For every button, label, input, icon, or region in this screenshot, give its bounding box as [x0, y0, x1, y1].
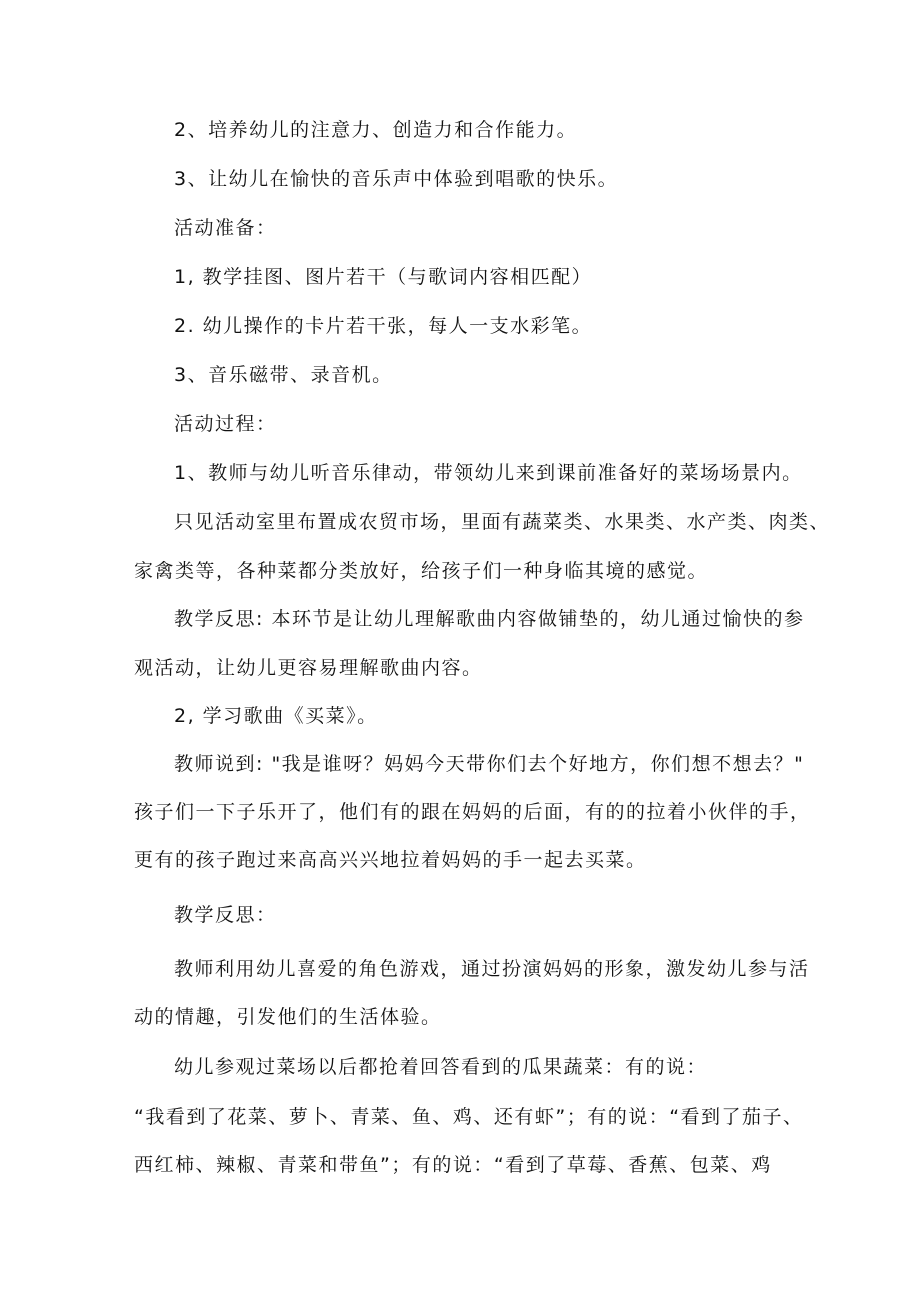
paragraph-line: 教师说到: "我是谁呀？妈妈今天带你们去个好地方，你们想不想去？" — [174, 753, 805, 775]
section-heading-process: 活动过程： — [174, 413, 277, 435]
reflection-line: 教师利用幼儿喜爱的角色游戏，通过扮演妈妈的形象，激发幼儿参与活 — [174, 958, 810, 980]
reflection-line: 观活动，让幼儿更容易理解歌曲内容。 — [134, 657, 483, 679]
reflection-line: 动的情趣，引发他们的生活体验。 — [134, 1006, 442, 1028]
reflection-heading: 教学反思： — [174, 904, 277, 926]
process-step-2: 2, 学习歌曲《买菜》。 — [174, 705, 378, 727]
preparation-item-3: 3、音乐磁带、录音机。 — [174, 364, 393, 386]
paragraph-line: 只见活动室里布置成农贸市场，里面有蔬菜类、水果类、水产类、肉类、 — [174, 511, 831, 533]
preparation-item-2: 2. 幼儿操作的卡片若干张，每人一支水彩笔。 — [174, 315, 593, 337]
objective-3: 3、让幼儿在愉快的音乐声中体验到唱歌的快乐。 — [174, 168, 619, 190]
paragraph-line: 西红柿、辣椒、青菜和带鱼”；有的说：“看到了草莓、香蕉、包菜、鸡 — [134, 1154, 772, 1176]
paragraph-line: “我看到了花菜、萝卜、青菜、鱼、鸡、还有虾”；有的说：“看到了茄子、 — [134, 1106, 804, 1128]
paragraph-line: 幼儿参观过菜场以后都抢着回答看到的瓜果蔬菜：有的说： — [174, 1056, 708, 1078]
section-heading-preparation: 活动准备： — [174, 217, 277, 239]
paragraph-line: 孩子们一下子乐开了，他们有的跟在妈妈的后面，有的的拉着小伙伴的手， — [134, 801, 811, 823]
paragraph-line: 更有的孩子跑过来高高兴兴地拉着妈妈的手一起去买菜。 — [134, 849, 647, 871]
preparation-item-1: 1, 教学挂图、图片若干（与歌词内容相匹配） — [174, 266, 593, 288]
objective-2: 2、培养幼儿的注意力、创造力和合作能力。 — [174, 119, 578, 141]
process-step-1: 1、教师与幼儿听音乐律动，带领幼儿来到课前准备好的菜场场景内。 — [174, 462, 803, 484]
reflection-line: 教学反思: 本环节是让幼儿理解歌曲内容做铺垫的，幼儿通过愉快的参 — [174, 608, 805, 630]
paragraph-line: 家禽类等，各种菜都分类放好，给孩子们一种身临其境的感觉。 — [134, 560, 709, 582]
